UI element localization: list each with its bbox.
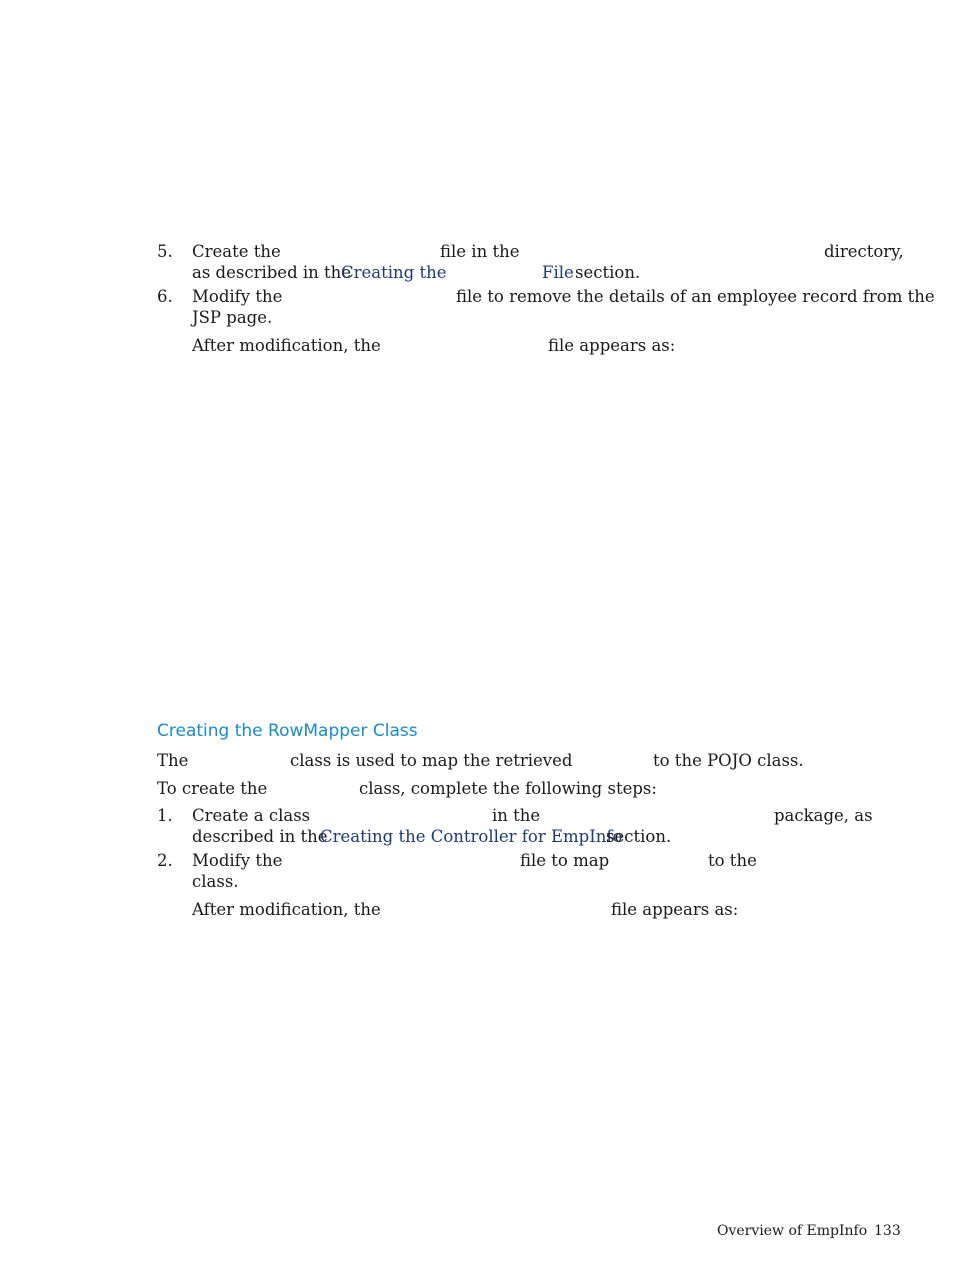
paragraph-text: file appears as:: [548, 336, 676, 355]
section-heading: Creating the RowMapper Class: [157, 721, 418, 741]
step-text: Create a class: [192, 806, 311, 825]
paragraph-text: After modification, the: [192, 900, 381, 919]
step-text: class.: [192, 872, 239, 891]
step-text: section.: [606, 827, 672, 846]
step-text: package, as: [774, 806, 873, 825]
step-text: Modify the: [192, 287, 283, 306]
paragraph-text: To create the: [157, 779, 268, 798]
step-number: 1.: [157, 806, 173, 825]
paragraph-text: After modification, the: [192, 336, 381, 355]
step-text: section.: [575, 263, 641, 282]
paragraph-text: file appears as:: [611, 900, 739, 919]
step-text: JSP page.: [192, 308, 273, 327]
step-text: directory,: [824, 242, 904, 261]
cross-reference-link[interactable]: Creating the: [341, 263, 447, 282]
step-number: 2.: [157, 851, 173, 870]
step-text: to the: [708, 851, 757, 870]
paragraph-text: The: [157, 751, 189, 770]
footer-title: Overview of EmpInfo: [717, 1223, 868, 1239]
step-text: in the: [492, 806, 541, 825]
step-text: file to map: [520, 851, 610, 870]
step-number: 6.: [157, 287, 173, 306]
step-text: Modify the: [192, 851, 283, 870]
step-text: Create the: [192, 242, 281, 261]
paragraph-text: to the POJO class.: [653, 751, 804, 770]
cross-reference-link[interactable]: Creating the Controller for EmpInfo: [320, 827, 623, 846]
step-number: 5.: [157, 242, 173, 261]
step-text: file to remove the details of an employee record from the: [456, 287, 935, 306]
step-text: described in the: [192, 827, 328, 846]
page-number: 133: [874, 1223, 901, 1239]
step-text: as described in the: [192, 263, 352, 282]
paragraph-text: class is used to map the retrieved: [290, 751, 573, 770]
cross-reference-link[interactable]: File: [542, 263, 574, 282]
step-text: file in the: [440, 242, 520, 261]
paragraph-text: class, complete the following steps:: [359, 779, 657, 798]
